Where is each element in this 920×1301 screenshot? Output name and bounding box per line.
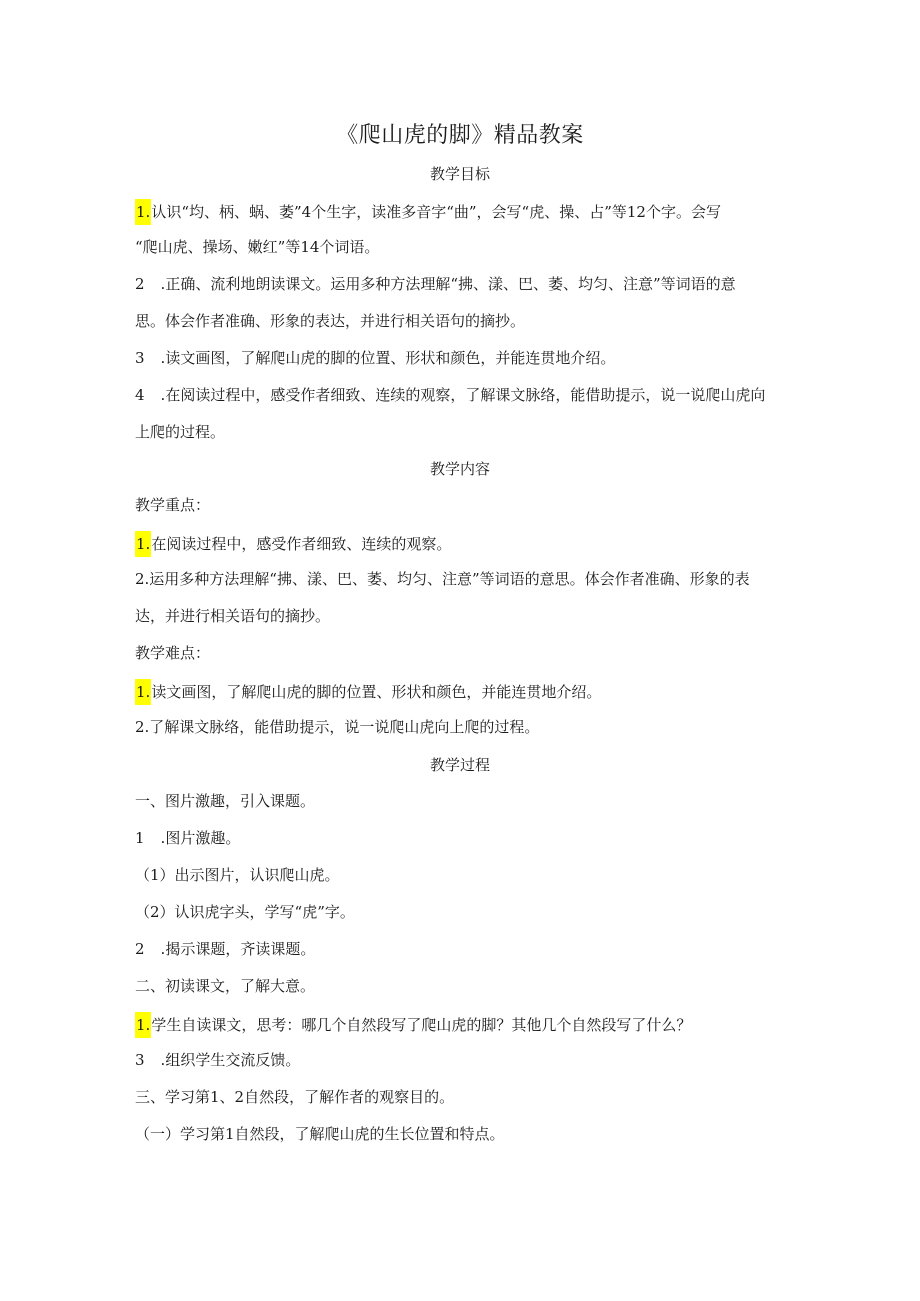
key-points-label: 教学重点： (135, 496, 211, 514)
process-step-1-1a: （1）出示图片，认识爬山虎。 (135, 866, 340, 884)
goal-2-line-2: 思。体会作者准确、形象的表达，并进行相关语句的摘抄。 (135, 312, 526, 330)
goal-4-line-2: 上爬的过程。 (135, 423, 226, 441)
process-step-1-1-text: .图片激趣。 (160, 829, 241, 847)
goal-2-number: 2 (135, 275, 145, 293)
key-point-1-text: 在阅读过程中，感受作者细致、连续的观察。 (151, 535, 452, 553)
process-step-2: 二、初读课文，了解大意。 (135, 977, 316, 995)
process-step-1-2-text: .揭示课题，齐读课题。 (160, 940, 316, 958)
highlight-marker: 1. (135, 1012, 151, 1038)
process-step-1-2 (135, 938, 795, 960)
process-step-2-3-text: .组织学生交流反馈。 (160, 1051, 301, 1069)
goal-3-text: .读文画图，了解爬山虎的脚的位置、形状和颜色，并能连贯地介绍。 (160, 349, 616, 367)
goal-4-number: 4 (135, 386, 145, 404)
goal-1-text: 认识“均、柄、蜗、萎”4个生字，读准多音字“曲”，会写“虎、操、占”等12个字。会写 (151, 203, 721, 221)
difficulty-2: 2.了解课文脉络，能借助提示，说一说爬山虎向上爬的过程。 (135, 718, 540, 736)
process-step-1-1b: （2）认识虎字头，学写“虎”字。 (135, 903, 355, 921)
process-step-1-1-number: 1 (135, 829, 145, 847)
section-heading-goals: 教学目标 (429, 165, 490, 183)
process-step-2-1 (135, 1012, 795, 1038)
process-step-2-3 (135, 1049, 795, 1071)
difficulty-1-text: 读文画图，了解爬山虎的脚的位置、形状和颜色，并能连贯地介绍。 (151, 683, 602, 701)
key-point-2-line-1: 2.运用多种方法理解“拂、漾、巴、萎、均匀、注意”等词语的意思。体会作者准确、形象的表 (135, 570, 750, 588)
section-heading-content: 教学内容 (429, 460, 490, 478)
document-title: 《爬山虎的脚》精品教案 (336, 123, 584, 148)
process-step-1-2-number: 2 (135, 940, 145, 958)
goal-1-line-1 (135, 199, 795, 225)
goal-2-line-1 (135, 273, 795, 295)
goal-3-number: 3 (135, 349, 145, 367)
process-step-1-1 (135, 827, 795, 849)
section-heading-process: 教学过程 (429, 756, 490, 774)
key-point-1 (135, 531, 795, 557)
goal-4-line-1 (135, 384, 795, 406)
process-step-1: 一、图片激趣，引入课题。 (135, 792, 316, 810)
key-point-2-line-2: 达，并进行相关语句的摘抄。 (135, 607, 331, 625)
goal-2-text: .正确、流利地朗读课文。运用多种方法理解“拂、漾、巴、萎、均匀、注意”等词语的意 (160, 275, 736, 293)
process-step-3: 三、学习第1、2自然段，了解作者的观察目的。 (135, 1088, 455, 1106)
process-step-2-1-text: 学生自读课文，思考：哪几个自然段写了爬山虎的脚？其他几个自然段写了什么？ (151, 1016, 692, 1034)
process-step-3-1: （一）学习第1自然段，了解爬山虎的生长位置和特点。 (135, 1125, 505, 1143)
difficulty-label: 教学难点： (135, 644, 211, 662)
goal-3-line (135, 347, 795, 369)
process-step-2-3-number: 3 (135, 1051, 145, 1069)
goal-4-text: .在阅读过程中，感受作者细致、连续的观察，了解课文脉络，能借助提示，说一说爬山虎向 (160, 386, 766, 404)
goal-1-line-2: “爬山虎、操场、嫩红”等14个词语。 (135, 238, 380, 256)
highlight-marker: 1. (135, 531, 151, 557)
difficulty-1 (135, 679, 795, 705)
highlight-marker: 1. (135, 199, 151, 225)
highlight-marker: 1. (135, 679, 151, 705)
